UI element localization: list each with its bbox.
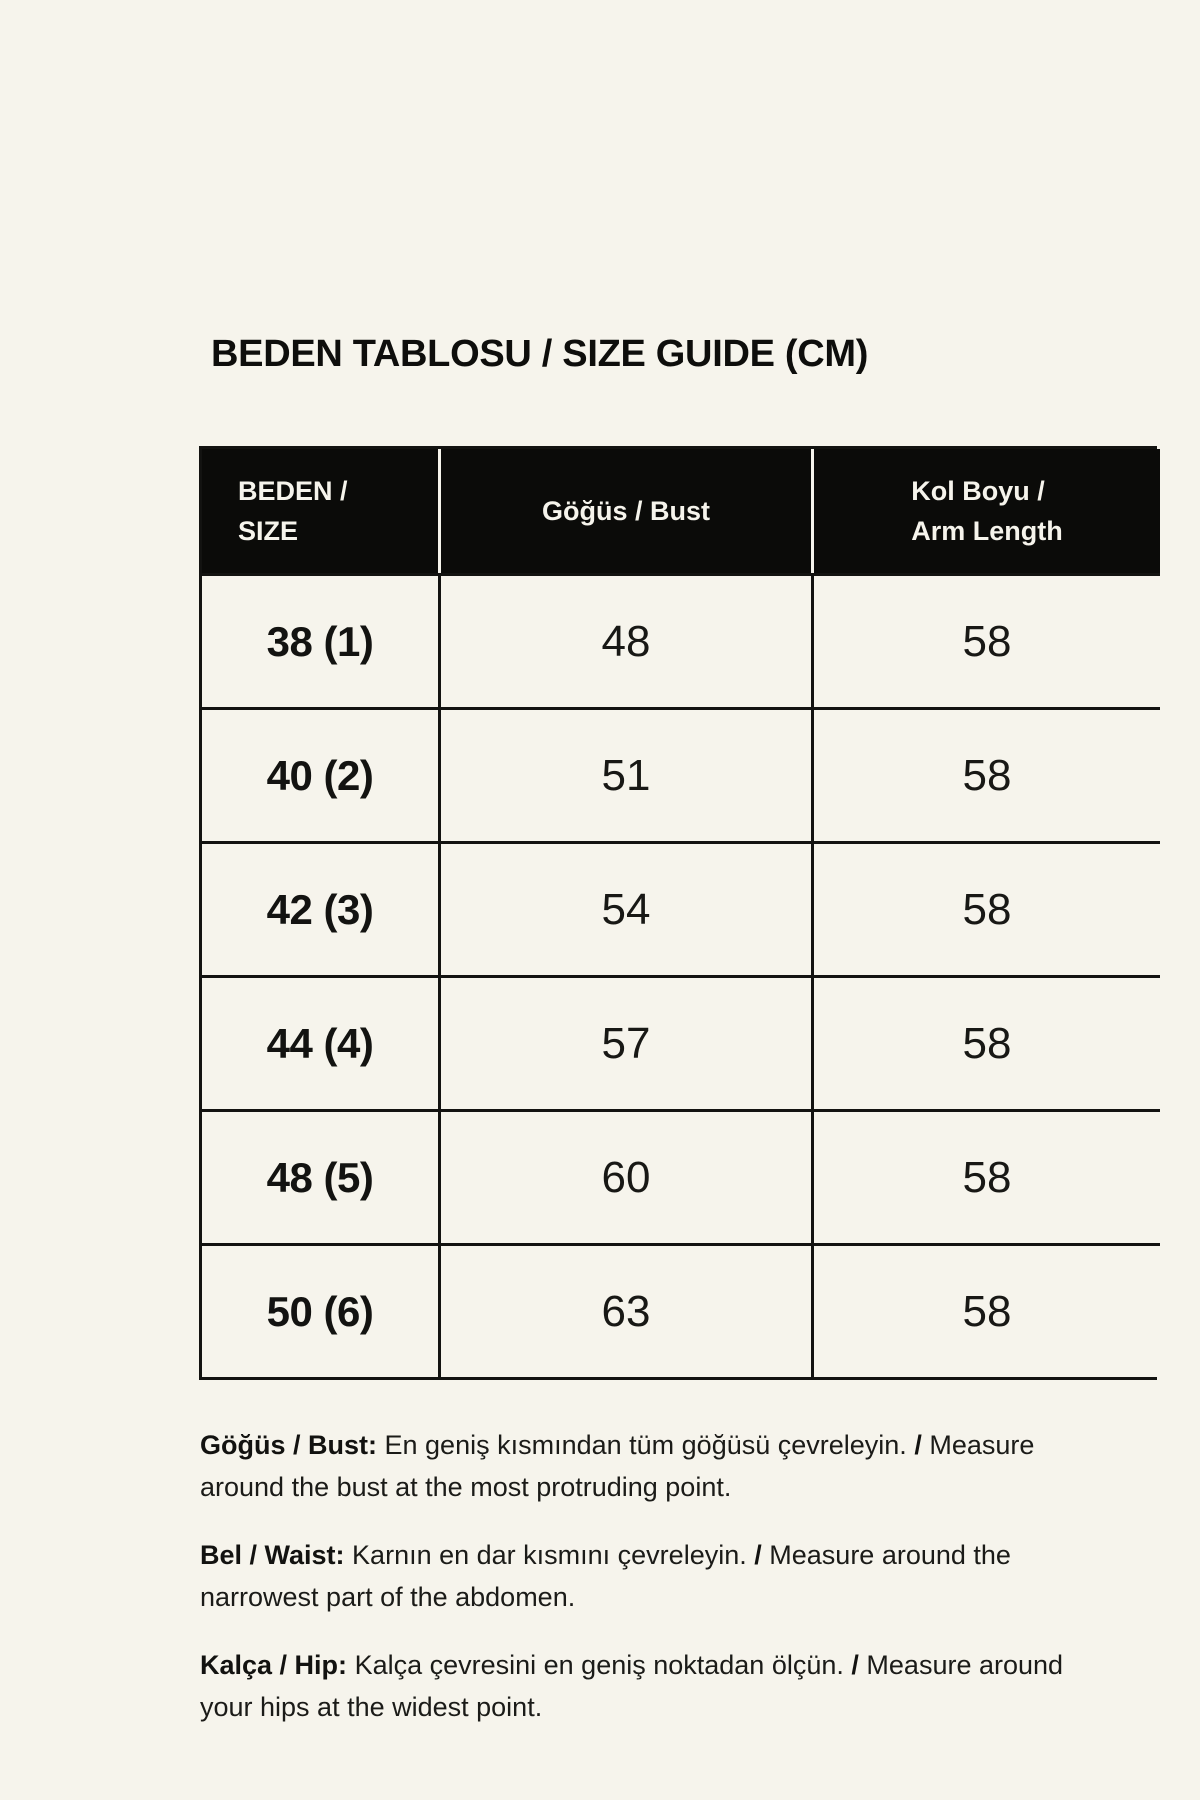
bust-cell: 48 <box>441 573 814 707</box>
size-guide-title: BEDEN TABLOSU / SIZE GUIDE (CM) <box>211 333 869 375</box>
size-cell: 40 (2) <box>202 707 441 841</box>
header-label: Göğüs / Bust <box>542 496 710 526</box>
measurement-notes <box>200 1424 1106 1754</box>
header-cell-arm-length <box>814 449 1160 573</box>
size-cell: 38 (1) <box>202 573 441 707</box>
bust-cell: 51 <box>441 707 814 841</box>
header-cell-beden-size <box>202 449 441 573</box>
note-text-en: Measure around your hips at the widest point. <box>200 1650 1064 1722</box>
note-waist <box>200 1534 1106 1618</box>
size-cell: 50 (6) <box>202 1243 441 1377</box>
size-guide-table <box>199 446 1157 1380</box>
header-label: BEDEN / SIZE <box>238 476 348 546</box>
bust-cell: 60 <box>441 1109 814 1243</box>
header-label: Kol Boyu / Arm Length <box>911 476 1063 546</box>
size-cell: 42 (3) <box>202 841 441 975</box>
note-text-tr: Karnın en dar kısmını çevreleyin. <box>352 1540 747 1570</box>
arm-length-cell: 58 <box>814 841 1160 975</box>
arm-length-cell: 58 <box>814 1109 1160 1243</box>
note-divider: / <box>851 1650 859 1680</box>
size-cell: 44 (4) <box>202 975 441 1109</box>
note-label: Bel / Waist: <box>200 1540 345 1570</box>
bust-cell: 57 <box>441 975 814 1109</box>
note-label: Kalça / Hip: <box>200 1650 348 1680</box>
arm-length-cell: 58 <box>814 1243 1160 1377</box>
note-text-tr: En geniş kısmından tüm göğüsü çevreleyin. <box>384 1430 907 1460</box>
header-cell-bust <box>441 449 814 573</box>
arm-length-cell: 58 <box>814 975 1160 1109</box>
note-text-tr: Kalça çevresini en geniş noktadan ölçün. <box>354 1650 844 1680</box>
note-divider: / <box>914 1430 922 1460</box>
arm-length-cell: 58 <box>814 707 1160 841</box>
bust-cell: 63 <box>441 1243 814 1377</box>
note-text-en: Measure around the narrowest part of the abdomen. <box>200 1540 1011 1612</box>
size-cell: 48 (5) <box>202 1109 441 1243</box>
arm-length-cell: 58 <box>814 573 1160 707</box>
note-bust <box>200 1424 1106 1508</box>
note-text-en: Measure around the bust at the most protruding point. <box>200 1430 1035 1502</box>
note-divider: / <box>754 1540 762 1570</box>
bust-cell: 54 <box>441 841 814 975</box>
note-label: Göğüs / Bust: <box>200 1430 377 1460</box>
note-hip <box>200 1644 1106 1728</box>
